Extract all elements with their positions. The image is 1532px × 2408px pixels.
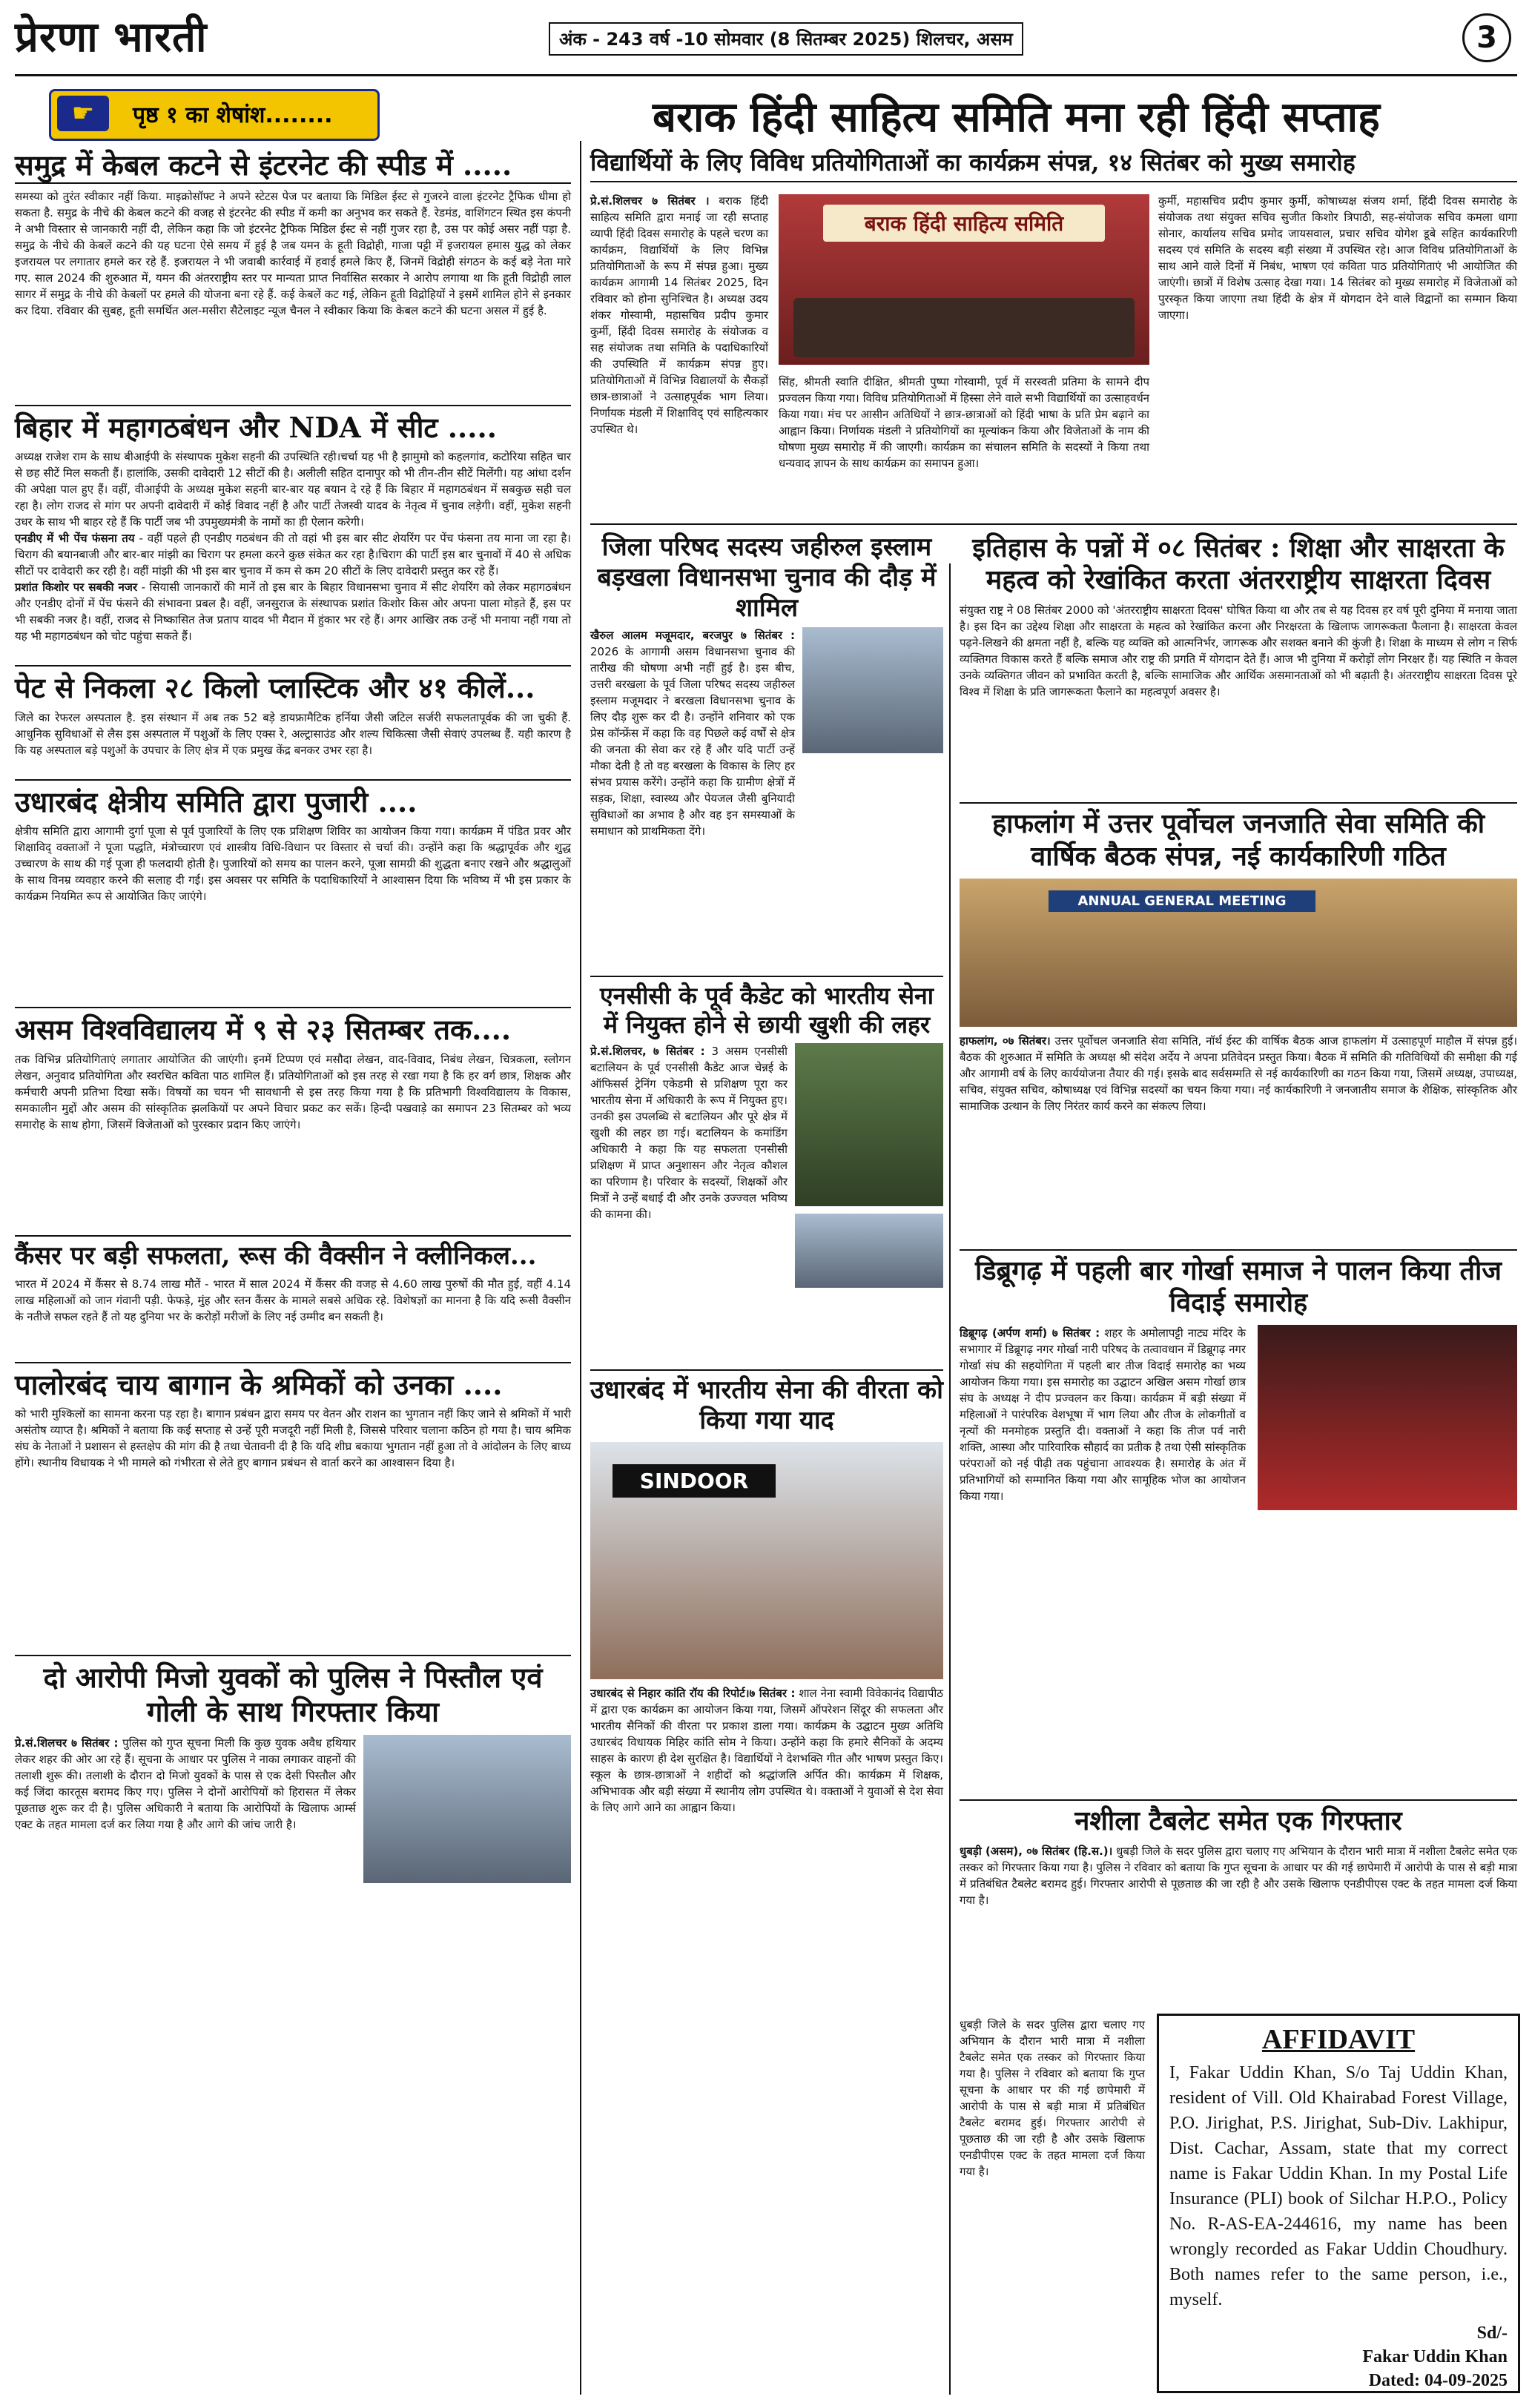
- masthead: [15, 7, 1517, 76]
- lead-body-col1: [590, 193, 768, 519]
- dib-article: [960, 1325, 1517, 1799]
- right-column: [960, 532, 1518, 1908]
- cadet-photo: [795, 1043, 943, 1206]
- divider: [590, 181, 1517, 182]
- stage-banner-text: बराक हिंदी साहित्य समिति: [823, 205, 1105, 242]
- lead-body-col3: कुर्मी, महासचिव प्रदीप कुमार कुर्मी, कोषाध्यक्ष संजय शर्मा, हिंदी दिवस समारोह के संयोजक तथा संयुक्त सचिव सुजीत किशोर त्रिपाठी, सह-संयोजक सचिव कमला धागा सोनार, कार्यालय सचिव प्रमोद जायसवाल, प्रचार सचिव योगेश डूबे सहित कार्यकारिणी सदस्य एवं समिति के सदस्य बड़ी संख्या में उपस्थित रहे। आज विविध प्रतियोगिताओं के साथ आने वाले दिनों में निबंध, भाषण एवं कविता पाठ प्रतियोगिताएं भी आयोजित की जाएंगी। छात्रों में विशेष उत्साह देखा गया। 14 सितंबर को मुख्य समारोह में विजेताओं को पुरस्कृत किया जाएगा तथा हिंदी के क्षेत्र में योगदान देने वाले विद्वानों का सम्मान किया जाएगा।: [1158, 194, 1517, 322]
- article-body: भारत में 2024 में कैंसर से 8.74 लाख मौतें - भारत में साल 2024 में कैंसर की वजह से 4.60 लाख पुरुषों की मौत हुई, वहीं 4.14 लाख महिलाओं को जान गंवानी पड़ी. फेफड़े, मुंह और स्तन कैंसर के मामले सबसे अधिक रहे. विशेषज्ञों का मानना है कि यदि रूसी वैक्सीन के नतीजे सफल रहते हैं तो यह दुनिया भर के करोड़ों मरीजों के लिए नई उम्मीद बन सकती है।: [15, 1277, 571, 1323]
- page1-continued-banner: [49, 89, 380, 141]
- divider: [15, 182, 571, 184]
- lead-body-col2: सिंह, श्रीमती स्वाति दीक्षित, श्रीमती पुष्पा गोस्वामी, पूर्व में सरस्वती प्रतिमा के सामने दीप प्रज्वलन किया गया। विविध प्रतियोगिताओं में हिस्सा लेने वाले सभी विद्यार्थियों का उत्साहवर्धन किया गया। मंच पर आसीन अतिथियों ने छात्र-छात्राओं को हिंदी भाषा के प्रति प्रेम बढ़ाने का आह्वान किया। निर्णायक मंडली ने प्रतियोगियों का मूल्यांकन किया और विजेताओं के नाम की घोषणा मुख्य समारोह में की जाएगी। कार्यक्रम का संचालन समिति के सदस्यों ने किया तथा धन्यवाद ज्ञापन के साथ कार्यक्रम का समापन हुआ।: [779, 375, 1149, 470]
- arrest-photo: [363, 1735, 571, 1883]
- ncc-article: [590, 1043, 943, 1369]
- subhead: एनडीए में भी पेंच फंसना तय: [15, 532, 135, 546]
- left-column: [15, 148, 571, 2031]
- sindoor-banner-text: SINDOOR: [613, 1464, 776, 1498]
- article-body: [15, 579, 571, 661]
- dateline: प्रे.सं.शिलचर ७ सितंबर ।: [590, 194, 710, 208]
- lead-title: विद्यार्थियों के लिए विविध प्रतियोगिताओं का कार्यक्रम संपन्न, १४ सितंबर को मुख्य समारोह: [590, 148, 1356, 176]
- meeting-photo: [960, 879, 1517, 1027]
- lead-article: [590, 148, 1517, 182]
- article-body: [15, 530, 571, 579]
- article-body: [590, 1043, 788, 1369]
- affidavit-sd: Sd/-: [1476, 2323, 1508, 2343]
- divider: [960, 1249, 1517, 1251]
- dateline: डिब्रूगढ़ (अर्पण शर्मा) ७ सितंबर :: [960, 1326, 1100, 1340]
- issue-info: अंक - 243 वर्ष -10 सोमवार (8 सितम्बर 2025) शिलचर, असम: [549, 22, 1023, 56]
- column-divider: [949, 563, 951, 2395]
- divider: [590, 523, 1517, 525]
- pointing-hand-icon: ☛: [57, 96, 109, 131]
- article-title: हाफलांग में उत्तर पूर्वोचल जनजाति सेवा समिति की वार्षिक बैठक संपन्न, नई कार्यकारिणी गठित: [991, 808, 1485, 872]
- article-title: समुद्र में केबल कटने से इंटरनेट की स्पीड में .....: [15, 148, 512, 182]
- article-title: नशीला टैबलेट समेत एक गिरफ्तार: [1074, 1805, 1402, 1837]
- article-title: पालोरबंद चाय बागान के श्रमिकों को उनका ....: [15, 1367, 503, 1401]
- zp-article: [590, 627, 943, 976]
- divider: [15, 779, 571, 781]
- dateline: प्रे.सं.शिलचर ७ सितंबर :: [15, 1736, 119, 1750]
- body-text: शहर के अमोलापट्टी नाट्य मंदिर के सभागार में डिब्रूगढ़ नगर गोर्खा नारी परिषद के तत्वावधान में डिब्रूगढ़ नगर गोर्खा संघ की सहयोगिता में पहली बार तीज विदाई समारोह का भव्य आयोजन किया गया। इस समारोह का उद्घाटन अखिल असम गोर्खा छात्र संघ के अध्यक्ष ने दीप प्रज्वलन कर किया। कार्यक्रम में बड़ी संख्या में महिलाओं ने पारंपरिक वेशभूषा में भाग लिया और तीज के लोकगीतों व नृत्यों की मनमोहक प्रस्तुति दी। वक्ताओं ने कहा कि तीज पर्व नारी शक्ति, आस्था और पारिवारिक सौहार्द का प्रतीक है तथा ऐसी सांस्कृतिक परंपराओं को नई पीढ़ी तक पहुंचाना आवश्यक है। समारोह के अंत में प्रतिभागियों को सम्मानित किया गया और सामूहिक भोज का आयोजन किया गया।: [960, 1326, 1246, 1504]
- subhead-body: - सियासी जानकारों की मानें तो इस बार के बिहार विधानसभा चुनाव में सीट शेयरिंग को लेकर महागठबंधन और एनडीए दोनों में पेंच फंसने की संभावना प्रबल है। वहीं, जनसुराज के संस्थापक प्रशांत किशोर किस ओर अपना पाला मोड़ते हैं, इस पर भी सबकी नजर है। वहीं, राजद से निष्कासित तेज प्रताप यादव भी मैदान में हुंकार भर रहे हैं। अगर आखिर तक उन्हें भी मनाया नहीं गया तो यह भी महागठबंधन को चोट पहुंचा सकते हैं।: [15, 580, 571, 644]
- divider: [590, 976, 943, 977]
- article-body: [960, 1033, 1517, 1245]
- article-body: अध्यक्ष राजेश राम के साथ बीआईपी के संस्थापक मुकेश सहनी की उपस्थिति रही।चर्चा यह भी है झामुमो को कहलगांव, कटोरिया सहित चार से छह सीटें मिल सकती हैं। हालांकि, उसकी दावेदारी 12 सीटों की है। अलीली सहित दानापुर को भी तीन-तीन सीटें मिलेंगी। यह आंधा दर्शन की अपेक्षा पाल हुए हैं। वहीं, वीआईपी के अध्यक्ष मुकेश सहनी बार-बार यह बयान दे रहे हैं कि बिहार में महागठबंधन में सबकुछ सही चल रहा है। लोग राजद से मांग पर अपनी दावेदारी में कोई विवाद नहीं है और पार्टी तेजस्वी यादव के नेतृत्व में चुनाव लड़ेगी। वहीं, मुकेश सहनी उधर के साथ भी बाहर रहे हैं कि पार्टी जब भी उपमुख्यमंत्री के नामों का ही ऐलान करेगी।: [15, 450, 571, 529]
- dateline: धुबड़ी (असम), ०७ सितंबर (हि.स.)।: [960, 1845, 1113, 1859]
- divider: [15, 1235, 571, 1237]
- article-title: असम विश्वविद्यालय में ९ से २३ सितम्बर तक....: [15, 1013, 512, 1047]
- affidavit-notice: [1157, 2014, 1520, 2393]
- group-photo: [795, 1214, 943, 1288]
- dateline: उधारबंद से निहार कांति रॉय की रिपोर्ट।७ सितंबर :: [590, 1686, 796, 1700]
- body-text: 2026 के आगामी असम विधानसभा चुनाव की तारीख की घोषणा अभी नहीं हुई है। इस बीच, उत्तरी बरखला के पूर्व जिला परिषद सदस्य जहीरुल इस्लाम मजूमदार ने बरखला विधानसभा चुनाव के लिए दौड़ शुरू कर दी है। उन्होंने शनिवार को एक प्रेस कॉन्फ्रेंस में कहा कि वह पिछले कई वर्षों से क्षेत्र की जनता की सेवा कर रहे हैं और यदि पार्टी उन्हें मौका देती है तो वह बरखला के विकास के लिए हर संभव प्रयास करेंगे। उन्होंने कहा कि ग्रामीण क्षेत्रों में सड़क, शिक्षा, स्वास्थ्य और पेयजल जैसी बुनियादी सुविधाओं का अभाव है और वह इन समस्याओं के समाधान को प्राथमिकता देंगे।: [590, 645, 795, 838]
- divider: [960, 802, 1517, 804]
- newspaper-title: प्रेरणा भारती: [15, 13, 208, 62]
- divider: [15, 665, 571, 666]
- stage-table: [793, 298, 1135, 357]
- middle-column: [590, 532, 943, 2034]
- article-title: जिला परिषद सदस्य जहीरुल इस्लाम बड़खला विधानसभा चुनाव की दौड़ में शामिल: [597, 532, 937, 623]
- body-text: पुलिस को गुप्त सूचना मिली कि कुछ युवक अवैध हथियार लेकर शहर की ओर आ रहे हैं। सूचना के आधार पर पुलिस ने नाका लगाकर वाहनों की तलाशी शुरू की। तलाशी के दौरान दो मिजो युवकों के पास से एक देसी पिस्तौल और कई जिंदा कारतूस बरामद किए गए। पुलिस ने दोनों आरोपियों को हिरासत में लेकर पूछताछ शुरू कर दी है। पुलिस अधिकारी ने बताया कि आरोपियों के खिलाफ आर्म्स एक्ट के तहत मामला दर्ज कर लिया गया है और आगे की जांच जारी है।: [15, 1736, 356, 1831]
- divider: [960, 1799, 1517, 1801]
- article-body: [960, 1325, 1246, 1518]
- article-body: जिले का रेफरल अस्पताल है. इस संस्थान में अब तक 52 बड़े डायफ्रामैटिक हर्निया जैसी जटिल सर्जरी सफलतापूर्वक की जा चुकी हैं. आधुनिक सुविधाओं से लैस इस अस्पताल में पशुओं के लिए एक्स रे, अल्ट्रासाउंड और शल्य चिकित्सा जैसी सेवाएं उपलब्ध हैं. यही कारण है कि यह अस्पताल बड़े पशुओं के उपचार के लिए क्षेत्र में एक प्रमुख केंद्र बनकर उभर रहा है।: [15, 710, 571, 757]
- sindoor-event-photo: [590, 1442, 943, 1679]
- article-body: संयुक्त राष्ट्र ने 08 सितंबर 2000 को 'अंतरराष्ट्रीय साक्षरता दिवस' घोषित किया था और तब से यह दिवस हर वर्ष पूरी दुनिया में मनाया जाता है। इस दिन का उद्देश्य शिक्षा और साक्षरता के महत्व को रेखांकित करना और निरक्षरता के खिलाफ जागरूकता फैलाना है। साक्षरता केवल पढ़ने-लिखने की क्षमता नहीं है, बल्कि यह व्यक्ति को आत्मनिर्भर, जागरूक और सशक्त बनाने की कुंजी है। शिक्षा के माध्यम से लोग न सिर्फ व्यक्तिगत विकास करते हैं बल्कि समाज और राष्ट्र की प्रगति में योगदान देते हैं। आज भी दुनिया में करोड़ों लोग निरक्षर हैं। यह स्थिति न केवल उनके व्यक्तिगत जीवन को प्रभावित करती है, बल्कि सामाजिक और आर्थिक असमानताओं को भी बढ़ाती है। अंतरराष्ट्रीय साक्षरता दिवस पूरे विश्व में शिक्षा के प्रति जागरूकता फैलाने का महत्वपूर्ण अवसर है।: [960, 603, 1517, 699]
- subhead-body: - वहीं पहले ही एनडीए गठबंधन की तो वहां भी इस बार सीट शेयरिंग पर पेंच फंसना तय माना जा रहा है। चिराग की बयानबाजी और बार-बार मांझी का चिराग पर हमला करने कुछ संकेत कर रहा है।चिराग की पार्टी इस बार चुनावों में 40 से अधिक सीटों पर दावेदारी कर रही है। वहीं मांझी की भी इस बार चुनाव में कम से कम 20 सीटों के लिए दावेदारी प्रस्तुत कर रहे हैं।: [15, 532, 571, 578]
- article-body: तक विभिन्न प्रतियोगिताएं लगातार आयोजित की जाएंगी। इनमें टिप्पण एवं मसौदा लेखन, वाद-विवाद, निबंध लेखन, चित्रकला, स्लोगन लेखन, अनुवाद प्रतियोगिता और स्वरचित कविता पाठ शामिल हैं। प्रतियोगिताओं को इस तरह से रखा गया है कि हर वर्ग छात्र, शिक्षक और कर्मचारी अपनी प्रतिभा दिखा सकें। विषयों का चयन भी सावधानी से इस तरह किया गया है कि प्रतिभागी विश्वविद्यालय के विकास, समकालीन मुद्दों और असम की सांस्कृतिक झलकियों पर अपने विचार प्रकट कर सकें। हिन्दी पखवाड़े का समापन 23 सितम्बर को भव्य समारोह के साथ होगा, जिसमें विजेताओं को पुरस्कार प्रदान किए जाएंगे।: [15, 1052, 571, 1131]
- article-title: उधारबंद में भारतीय सेना की वीरता को किया गया याद: [590, 1375, 943, 1435]
- divider: [15, 1655, 571, 1656]
- byline: खैरुल आलम मजूमदार, बरजपुर ७ सितंबर :: [590, 629, 795, 643]
- article-title: पेट से निकला २८ किलो प्लास्टिक और ४१ कीलें...: [15, 671, 535, 705]
- article-title: दो आरोपी मिजो युवकों को पुलिस ने पिस्तौल एवं गोली के साथ गिरफ्तार किया: [43, 1661, 543, 1728]
- article-body: [960, 1843, 1517, 1908]
- meeting-banner-text: ANNUAL GENERAL MEETING: [1049, 890, 1315, 912]
- article-body: [15, 1735, 356, 1898]
- politician-photo: [802, 627, 943, 753]
- affidavit-date: Dated: 04-09-2025: [1368, 2371, 1508, 2390]
- article-body: [590, 627, 795, 838]
- article-body: क्षेत्रीय समिति द्वारा आगामी दुर्गा पूजा से पूर्व पुजारियों के लिए एक प्रशिक्षण शिविर का आयोजन किया गया। कार्यक्रम में पंडित प्रवर और शिक्षाविद् वक्ताओं ने पूजा पद्धति, मंत्रोच्चारण एवं शास्त्रीय विधि-विधान पर विस्तार से चर्चा की। उन्होंने कहा कि श्रद्धापूर्वक और शुद्ध उच्चारण के साथ की गई पूजा ही फलदायी होती है। पुजारियों को समय का पालन करने, पूजा सामग्री की शुद्धता बनाए रखने और श्रद्धालुओं के साथ विनम्र व्यवहार करने की सलाह दी गई। इस अवसर पर समिति के पदाधिकारियों ने आश्वासन दिया कि भविष्य में भी इस प्रकार के कार्यक्रम नियमित रूप से आयोजित किए जाएंगे।: [15, 824, 571, 904]
- article-body: [590, 1685, 943, 2034]
- body-text: उत्तर पूर्वोचल जनजाति सेवा समिति, नॉर्थ ईस्ट की वार्षिक बैठक आज हाफलांग में उत्साहपूर्ण माहौल में संपन्न हुई। बैठक की शुरुआत में समिति के अध्यक्ष श्री संदेश अर्देय ने अपना प्रतिवेदन प्रस्तुत किया। बैठक में समिति की गतिविधियों की समीक्षा की गई और आगामी वर्ष के लिए कार्ययोजना तैयार की गई। इसके बाद सर्वसम्मति से नई कार्यकारिणी का गठन किया गया, जिसमें अध्यक्ष, उपाध्यक्ष, सचिव, संयुक्त सचिव, कोषाध्यक्ष एवं विभिन्न सदस्यों का चयन किया गया। नई कार्यकारिणी ने जनजातीय समाज के शैक्षिक, सांस्कृतिक और सामाजिक उत्थान के लिए निरंतर कार्य करने का संकल्प लिया।: [960, 1033, 1518, 1113]
- article-body: समस्या को तुरंत स्वीकार नहीं किया. माइक्रोसॉफ्ट ने अपने स्टेटस पेज पर बताया कि मिडिल ईस्ट से गुजरने वाला इंटरनेट ट्रैफिक धीमा हो सकता है. समुद्र के नीचे की केबल कटने की वजह से इंटरनेट की स्पीड में कमी का अनुभव कर सकते हैं. रेडमंड, वाशिंगटन स्थित इस कंपनी ने अभी विस्तार से जानकारी नहीं दी, लेकिन कहा कि जो इंटरनेट ट्रैफिक मिडिल ईस्ट से नहीं गुजर रहा है, उस पर कोई असर नहीं पड़ा है. समुद्र के नीचे की केबलें कटने की यह घटना ऐसे समय में हुई है जब यमन के हूती विद्रोही, गाजा पट्टी में इजरायल हमास युद्ध को लेकर इजरायल पर लगातार हमले कर रहे हैं. इजरायल ने भी जवाबी कार्रवाई में हवाई हमले किए हैं, जिनमें विद्रोही संगठन के कई बड़े नेता मारे गए. साल 2024 की शुरुआत में, यमन की अंतरराष्ट्रीय स्तर पर मान्यता प्राप्त निर्वासित सरकार ने आरोप लगाया था कि हूती विद्रोही लाल सागर में समुद्र के नीचे की केबलों पर हमले की योजना बना रहे हैं. कई केबलें कट गई, लेकिन हूती विद्रोहियों ने इसमें शामिल होने से इनकार कर दिया. रविवार की सुबह, हूती समर्थित अल-मसीरा सैटेलाइट न्यूज चैनल ने स्वीकार किया कि केबल कटने की घटना असल में हुई है.: [15, 189, 571, 317]
- dance-photo: [1258, 1325, 1517, 1510]
- article-body: को भारी मुश्किलों का सामना करना पड़ रहा है। बागान प्रबंधन द्वारा समय पर वेतन और राशन का भुगतान नहीं किए जाने से श्रमिकों में भारी असंतोष व्याप्त है। श्रमिकों ने बताया कि कई सप्ताह से उन्हें पूरी मजदूरी नहीं मिली है, जिससे परिवार चलाना कठिन हो गया है। चाय श्रमिक संघ के नेताओं ने प्रशासन से हस्तक्षेप की मांग की है तथा चेतावनी दी है कि यदि शीघ्र बकाया भुगतान नहीं हुआ तो वे आंदोलन के लिए बाध्य होंगे। स्थानीय विधायक ने भी मामले को गंभीरता से लेते हुए बागान प्रबंधन से वार्ता करने का आश्वासन दिया है।: [15, 1407, 571, 1470]
- divider: [15, 1362, 571, 1363]
- page-number: 3: [1462, 13, 1511, 62]
- dateline: हाफलांग, ०७ सितंबर।: [960, 1033, 1051, 1048]
- event-stage-photo: [779, 194, 1149, 365]
- article-title: कैंसर पर बड़ी सफलता, रूस की वैक्सीन ने क्लीनिकल...: [15, 1240, 537, 1271]
- subhead: प्रशांत किशोर पर सबकी नजर: [15, 580, 138, 595]
- article-title: एनसीसी के पूर्व कैडेट को भारतीय सेना में नियुक्त होने से छायी खुशी की लहर: [599, 982, 934, 1039]
- affidavit-body: I, Fakar Uddin Khan, S/o Taj Uddin Khan, resident of Vill. Old Khairabad Forest Village, P.O. Jirighat, P.S. Jirighat, Sub-Div. Lakhipur, Dist. Cachar, Assam, state that my correct name is Fakar Uddin Khan. In my Postal Life Insurance (PLI) book of Silchar H.P.O., Policy No. R-AS-EA-244616, my name has been wrongly recorded as Fakar Uddin Choudhury. Both names refer to the same person, i.e., myself.: [1169, 2063, 1508, 2309]
- article-title: इतिहास के पन्नों में ०८ सितंबर : शिक्षा और साक्षरता के महत्व को रेखांकित करता अंतरराष्ट्रीय साक्षरता दिवस: [972, 532, 1505, 596]
- body-text: शाल नेना स्वामी विवेकानंद विद्यापीठ में द्वारा एक कार्यक्रम का आयोजन किया गया, जिसमें ऑपरेशन सिंदूर की सफलता और भारतीय सैनिकों की वीरता पर प्रकाश डाला गया। कार्यक्रम के उद्घाटन मुख्य अतिथि उधारबंद विधायक मिहिर कांति सोम ने किया। उन्होंने कहा कि हमारे सैनिकों के अदम्य साहस के कारण ही देश सुरक्षित है। विद्यार्थियों ने देशभक्ति गीत और भाषण प्रस्तुत किए। स्कूल के छात्र-छात्राओं ने शहीदों को श्रद्धांजलि अर्पित की। कार्यक्रम में शिक्षक, अभिभावक और बड़ी संख्या में स्थानीय लोग उपस्थित थे। वक्ताओं ने युवाओं से देश सेवा के लिए आगे आने का आह्वान किया।: [590, 1686, 943, 1814]
- divider: [590, 1369, 943, 1371]
- divider: [15, 405, 571, 406]
- affidavit-name: Fakar Uddin Khan: [1362, 2347, 1508, 2366]
- body-text: बराक हिंदी साहित्य समिति द्वारा मनाई जा रही सप्ताह व्यापी हिंदी दिवस समारोह के पहले चरण का कार्यक्रम, विद्यार्थियों के लिए विभिन्न प्रतियोगिताओं के रूप में संपन्न हुआ। मुख्य कार्यक्रम आगामी 14 सितंबर 2025, दिन रविवार को होना सुनिश्चित है। अध्यक्ष उदय शंकर गोस्वामी, महासचिव प्रदीप कुमार कुर्मी, हिंदी दिवस समारोह के संयोजक व सह संयोजक तथा समिति के पदाधिकारियों की उपस्थिति में कार्यक्रम संपन्न हुए। प्रतियोगिताओं में विभिन्न विद्यालयों के सैकड़ों छात्र-छात्राओं ने उत्साहपूर्वक भाग लिया। निर्णायक मंडली में शिक्षाविद् एवं साहित्यकार उपस्थित थे।: [590, 194, 768, 436]
- dateline: प्रे.सं.शिलचर, ७ सितंबर :: [590, 1045, 705, 1059]
- banner-label: पृष्ठ १ का शेषांश........: [133, 102, 333, 128]
- article-body-wrap: [15, 1735, 571, 2031]
- body-text: 3 असम एनसीसी बटालियन के पूर्व एनसीसी कैडेट आज चेन्नई के ऑफिसर्स ट्रेनिंग एकेडमी से प्रशिक्षण पूरा कर भारतीय सेना में अधिकारी के रूप में नियुक्त हुए। उनकी इस उपलब्धि से बटालियन और पूरे क्षेत्र में खुशी की लहर छा गई। बटालियन के कमांडिंग अधिकारी ने कहा कि यह सफलता एनसीसी प्रशिक्षण में प्राप्त अनुशासन और नेतृत्व कौशल का परिणाम है। परिवार के सदस्यों, शिक्षकों और मित्रों ने उन्हें बधाई दी और उनके उज्ज्वल भविष्य की कामना की।: [590, 1045, 788, 1222]
- divider: [15, 1007, 571, 1008]
- main-headline: बराक हिंदी साहित्य समिति मना रही हिंदी सप्ताह: [653, 93, 1380, 142]
- column-divider: [580, 141, 581, 2395]
- affidavit-title: AFFIDAVIT: [1261, 2024, 1416, 2055]
- body-text: धुबड़ी जिले के सदर पुलिस द्वारा चलाए गए अभियान के दौरान भारी मात्रा में नशीला टैबलेट समेत एक तस्कर को गिरफ्तार किया गया है। पुलिस ने रविवार को बताया कि गुप्त सूचना के आधार पर की गई छापेमारी में आरोपी के पास से बड़ी मात्रा में प्रतिबंधित टैबलेट बरामद हुई। गिरफ्तार आरोपी से पूछताछ की जा रही है और उसके खिलाफ एनडीपीएस एक्ट के तहत मामला दर्ज किया गया है।: [960, 1845, 1517, 1908]
- article-title: डिब्रूगढ़ में पहली बार गोर्खा समाज ने पालन किया तीज विदाई समारोह: [974, 1254, 1502, 1318]
- article-title: बिहार में महागठबंधन और NDA में सीट .....: [15, 410, 497, 444]
- article-body-continued: धुबड़ी जिले के सदर पुलिस द्वारा चलाए गए अभियान के दौरान भारी मात्रा में नशीला टैबलेट समेत एक तस्कर को गिरफ्तार किया गया है। पुलिस ने रविवार को बताया कि गुप्त सूचना के आधार पर की गई छापेमारी में आरोपी के पास से बड़ी मात्रा में प्रतिबंधित टैबलेट बरामद हुई। गिरफ्तार आरोपी से पूछताछ की जा रही है और उसके खिलाफ एनडीपीएस एक्ट के तहत मामला दर्ज किया गया है।: [960, 2018, 1145, 2178]
- article-title: उधारबंद क्षेत्रीय समिति द्वारा पुजारी ....: [15, 784, 417, 818]
